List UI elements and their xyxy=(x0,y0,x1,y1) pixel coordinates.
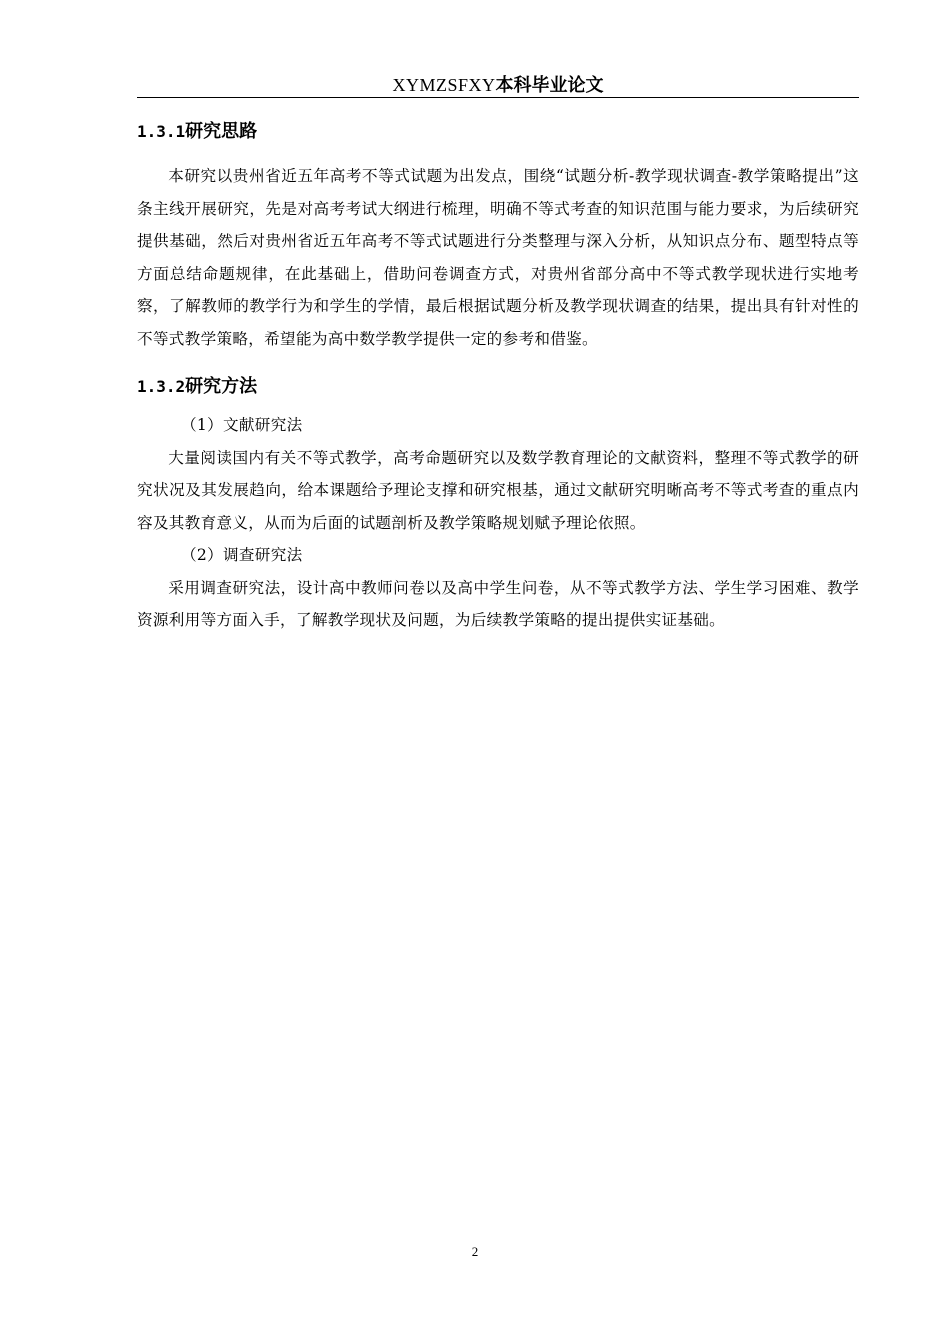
section-heading-1-3-1 xyxy=(137,116,859,148)
research-approach-paragraph: 本研究以贵州省近五年高考不等式试题为出发点，围绕“试题分析-教学现状调查-教学策略提出”这条主线开展研究，先是对高考考试大纲进行梳理，明确不等式考查的知识范围与能力要求，为后续研究提供基础，然后对贵州省近五年高考不等式试题进行分类整理与深入分析，从知识点分布、题型特点等方面总结命题规律，在此基础上，借助问卷调查方式，对贵州省部分高中不等式教学现状进行实地考察，了解教师的教学行为和学生的学情，最后根据试题分析及教学现状调查的结果，提出具有针对性的不等式教学策略，希望能为高中数学教学提供一定的参考和借鉴。 xyxy=(137,167,859,348)
spacer xyxy=(137,148,859,160)
section-number: 1.3.1 xyxy=(137,122,186,141)
header-latin-code: XYMZSFXY xyxy=(392,75,496,95)
section-title: 研究思路 xyxy=(185,121,258,142)
section-number: 1.3.2 xyxy=(137,377,186,396)
section-title: 研究方法 xyxy=(185,376,258,397)
running-header xyxy=(137,72,859,98)
literature-method-paragraph: 大量阅读国内有关不等式教学，高考命题研究以及数学教育理论的文献资料，整理不等式教学的研究状况及其发展趋向，给本课题给予理论支撑和研究根基，通过文献研究明晰高考不等式考查的重点内容及其教育意义，从而为后面的试题剖析及教学策略规划赋予理论依照。 xyxy=(137,448,859,532)
method-label-literature: （1）文献研究法 xyxy=(181,416,303,434)
section-heading-1-3-2 xyxy=(137,371,859,403)
method-label-survey: （2）调查研究法 xyxy=(181,546,303,564)
spacer xyxy=(137,355,859,371)
page-body xyxy=(137,116,859,637)
header-rule xyxy=(137,97,859,98)
page-number: 2 xyxy=(471,1244,479,1259)
survey-method-paragraph: 采用调查研究法，设计高中教师问卷以及高中学生问卷，从不等式教学方法、学生学习困难、教学资源利用等方面入手，了解教学现状及问题，为后续教学策略的提出提供实证基础。 xyxy=(137,578,859,629)
header-title: 本科毕业论文 xyxy=(495,75,604,96)
